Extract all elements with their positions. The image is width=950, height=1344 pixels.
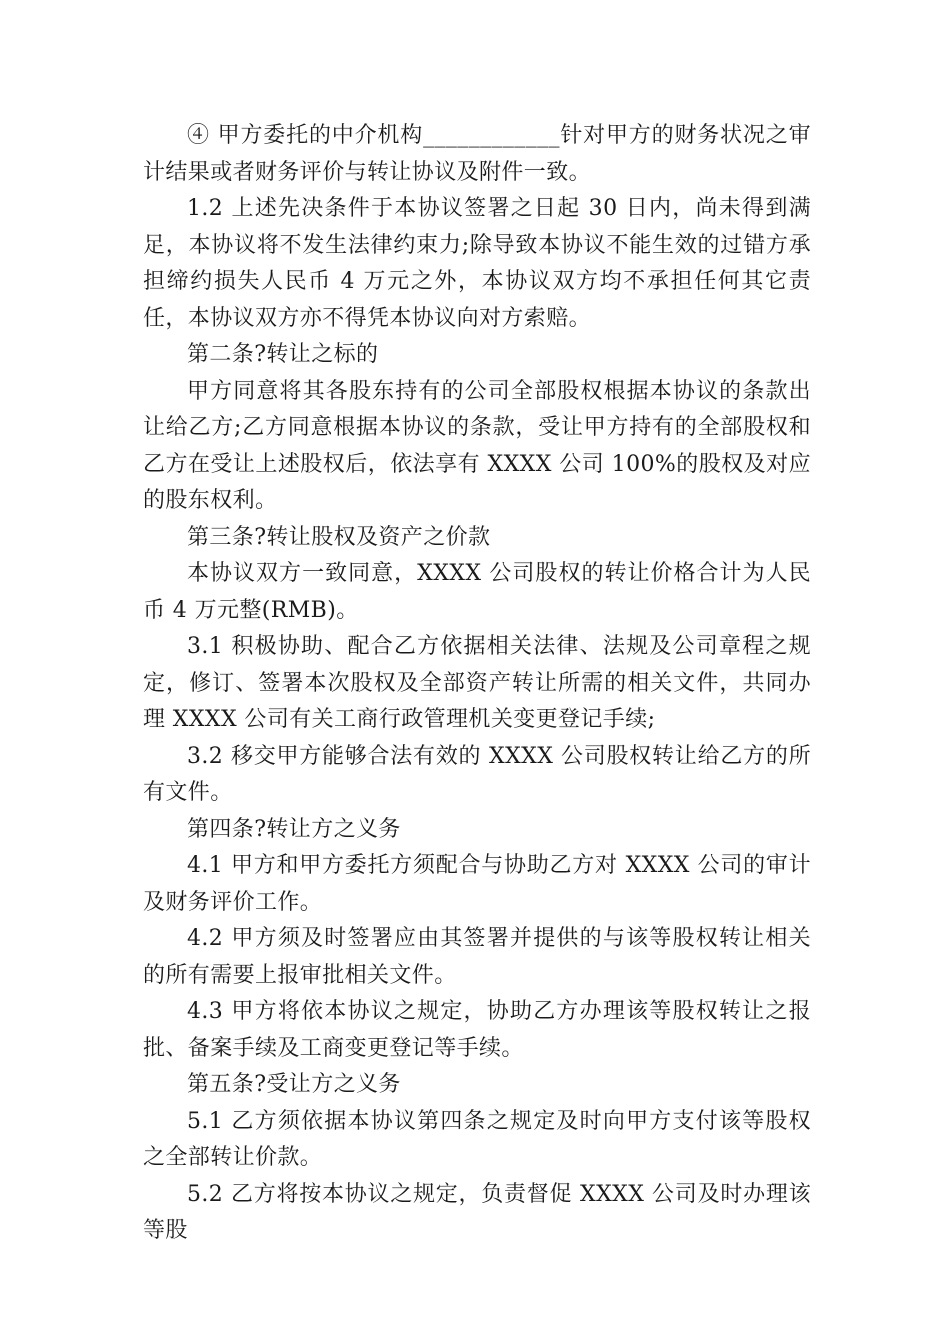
paragraph-intermediary-audit: ④ 甲方委托的中介机构____________针对甲方的财务状况之审计结果或者财务评价与转让协议及附件一致。 bbox=[143, 123, 811, 185]
paragraph-clause-3-2: 3.2 移交甲方能够合法有效的 XXXX 公司股权转让给乙方的所有文件。 bbox=[143, 743, 811, 805]
heading-article-5: 第五条?受让方之义务 bbox=[187, 1072, 401, 1097]
document-body bbox=[143, 118, 811, 1250]
paragraph-clause-1-2: 1.2 上述先决条件于本协议签署之日起 30 日内，尚未得到满足，本协议将不发生法律约束力;除导致本协议不能生效的过错方承担缔约损失人民币 4 万元之外，本协议双方均不承担任何其它责任，本协议双方亦不得凭本协议向对方索赔。 bbox=[143, 196, 811, 331]
heading-article-3: 第三条?转让股权及资产之价款 bbox=[187, 524, 491, 550]
paragraph-article-2-body: 甲方同意将其各股东持有的公司全部股权根据本协议的条款出让给乙方;乙方同意根据本协议的条款，受让甲方持有的全部股权和乙方在受让上述股权后，依法享有 XXXX 公司 100%的股权及对应的股东权利。 bbox=[143, 378, 811, 513]
paragraph-clause-5-1: 5.1 乙方须依据本协议第四条之规定及时向甲方支付该等股权之全部转让价款。 bbox=[143, 1108, 811, 1170]
paragraph-clause-4-3: 4.3 甲方将依本协议之规定，协助乙方办理该等股权转让之报批、备案手续及工商变更登记等手续。 bbox=[143, 999, 811, 1061]
paragraph-article-3-price: 本协议双方一致同意，XXXX 公司股权的转让价格合计为人民币 4 万元整(RMB)。 bbox=[143, 561, 811, 623]
heading-article-2: 第二条?转让之标的 bbox=[187, 342, 379, 367]
heading-article-4: 第四条?转让方之义务 bbox=[187, 816, 401, 842]
paragraph-clause-5-2: 5.2 乙方将按本协议之规定，负责督促 XXXX 公司及时办理该等股 bbox=[143, 1181, 811, 1243]
paragraph-clause-4-1: 4.1 甲方和甲方委托方须配合与协助乙方对 XXXX 公司的审计及财务评价工作。 bbox=[143, 853, 811, 915]
paragraph-clause-4-2: 4.2 甲方须及时签署应由其签署并提供的与该等股权转让相关的所有需要上报审批相关文件。 bbox=[143, 926, 811, 988]
paragraph-clause-3-1: 3.1 积极协助、配合乙方依据相关法律、法规及公司章程之规定，修订、签署本次股权及全部资产转让所需的相关文件，共同办理 XXXX 公司有关工商行政管理机关变更登记手续; bbox=[143, 634, 811, 732]
